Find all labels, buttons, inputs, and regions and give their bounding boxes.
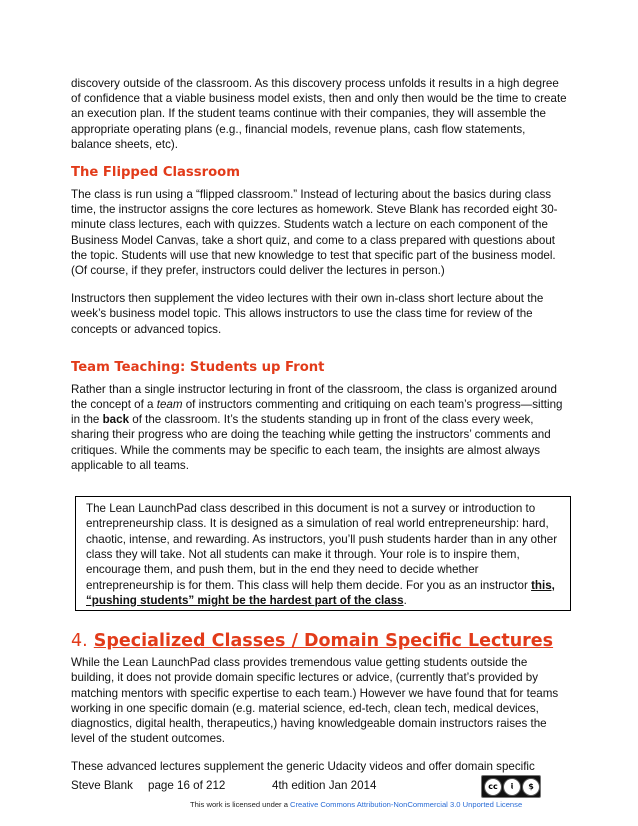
cc-icon: cc [484, 778, 502, 796]
callout-text [86, 501, 562, 608]
by-label: BY [506, 788, 513, 794]
team-bold-back: back [102, 413, 130, 427]
callout-emphasis: this, “pushing students” might be the hardest part of the class [86, 578, 555, 607]
cc-license-badge[interactable] [481, 775, 541, 798]
flipped-paragraph-1: The class is run using a “flipped classroom.” Instead of lecturing about the basics during class time, the instructor assigns the core lectures as homework. Steve Blank has recorded eight 30-minute class lectures, each with quizzes. Students watch a lecture on each component of the Business Model Canvas, take a short quiz, and come to a class prepared with questions about the topic. Students will use that new knowledge to test that specific part of the business model. (Of course, if they prefer, instructors could deliver the lectures in person.) [71, 188, 558, 278]
team-paragraph [71, 382, 569, 473]
team-text-b: of instructors commenting and critiquing on each team’s progress—sitting in the [71, 398, 563, 427]
section-4-heading [71, 630, 569, 652]
license-link[interactable]: Creative Commons Attribution-NonCommercial 3.0 Unported License [290, 800, 523, 809]
footer-edition: 4th edition Jan 2014 [272, 779, 377, 792]
flipped-paragraph-2: Instructors then supplement the video lectures with their own in-class short lecture about the week’s business model topic. This allows instructors to use the class time for review of the concepts or advanced topics. [71, 292, 544, 336]
team-italic-word: team [156, 398, 183, 412]
page-footer [71, 775, 569, 797]
team-text-a: Rather than a single instructor lecturing in front of the classroom, the class is organized around the concept of a [71, 382, 557, 412]
section-title: Specialized Classes / Domain Specific Lectures [93, 631, 554, 652]
footer-author: Steve Blank [71, 779, 133, 792]
attribution-icon: i [503, 778, 521, 796]
callout-end: . [403, 593, 407, 607]
callout-box [75, 496, 571, 611]
page-content [71, 76, 569, 775]
footer-page-number: page 16 of 212 [148, 779, 226, 792]
heading-flipped-classroom: The Flipped Classroom [71, 165, 240, 181]
nc-label: NC [524, 788, 532, 794]
section-number: 4. [71, 631, 88, 652]
noncommercial-icon: $ [522, 778, 540, 796]
license-prefix: This work is licensed under a [190, 800, 291, 809]
license-line [190, 800, 522, 809]
callout-body: The Lean LaunchPad class described in this document is not a survey or introduction to entrepreneurship class. It is designed as a simulation of real world entrepreneurship: hard, chaotic, intense, and rewarding. As instructors, you’ll push students harder than in any other class they will take. Not all students can make it through. Your role is to inspire them, encourage them, and push them, but in the end they need to decide whether entrepreneurship is for them. This class will help them decide. For you as an instructor [86, 502, 558, 592]
section4-paragraph-2: These advanced lectures supplement the generic Udacity videos and offer domain specific [71, 760, 535, 774]
team-text-c: of the classroom. It’s the students standing up in front of the class every week, sharing their progress who are doing the teaching while getting the instructors’ comments and critiques. While the comments may be specific to each team, the insights are almost always applicable to all teams. [71, 413, 551, 472]
heading-team-teaching: Team Teaching: Students up Front [71, 359, 325, 375]
section4-paragraph-1: While the Lean LaunchPad class provides tremendous value getting students outside the building, it does not provide domain specific lectures or advice, (currently that’s provided by matching mentors with specific expertise to each team.) However we have found that for teams working in one specific domain (e.g. material science, ed-tech, clean tech, medical devices, diagnostics, digital health, therapeutics,) having knowledgeable domain instructors raises the level of the student outcomes. [71, 656, 559, 746]
intro-paragraph: discovery outside of the classroom. As this discovery process unfolds it results in a high degree of confidence that a viable business model exists, then and only then would be the time to create an execution plan. If the student teams continue with their companies, they will assemble the appropriate operating plans (e.g., financial models, revenue plans, cash flow statements, balance sheets, etc). [71, 77, 567, 151]
